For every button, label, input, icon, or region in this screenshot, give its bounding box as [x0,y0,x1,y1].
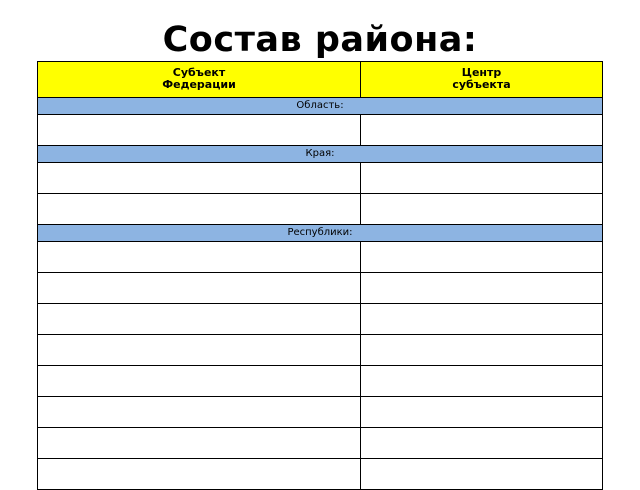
subject-cell[interactable] [38,366,361,397]
center-cell[interactable] [361,335,603,366]
section-label: Область: [38,98,603,115]
center-cell[interactable] [361,304,603,335]
subject-cell[interactable] [38,163,361,194]
header-center-cell: Центр субъекта [361,62,603,98]
subject-cell[interactable] [38,459,361,490]
table-row [38,335,603,366]
table-header-row [38,62,603,98]
table-row [38,163,603,194]
table-row [38,115,603,146]
table-row [38,397,603,428]
subject-cell[interactable] [38,273,361,304]
header-subject-cell: Субъект Федерации [38,62,361,98]
center-cell[interactable] [361,242,603,273]
center-cell[interactable] [361,194,603,225]
table-row [38,194,603,225]
subject-cell[interactable] [38,194,361,225]
table-row [38,242,603,273]
table-row [38,428,603,459]
section-label: Края: [38,146,603,163]
center-cell[interactable] [361,163,603,194]
subject-cell[interactable] [38,304,361,335]
table-row [38,304,603,335]
composition-table [37,61,603,490]
center-cell[interactable] [361,459,603,490]
section-row [38,225,603,242]
page-title: Состав района: [162,20,478,60]
table-row [38,366,603,397]
table-row [38,273,603,304]
center-cell[interactable] [361,428,603,459]
section-label: Республики: [38,225,603,242]
section-row [38,98,603,115]
center-cell[interactable] [361,397,603,428]
center-cell[interactable] [361,273,603,304]
subject-cell[interactable] [38,335,361,366]
table-row [38,459,603,490]
subject-cell[interactable] [38,428,361,459]
subject-cell[interactable] [38,115,361,146]
center-cell[interactable] [361,366,603,397]
subject-cell[interactable] [38,397,361,428]
center-cell[interactable] [361,115,603,146]
subject-cell[interactable] [38,242,361,273]
section-row [38,146,603,163]
